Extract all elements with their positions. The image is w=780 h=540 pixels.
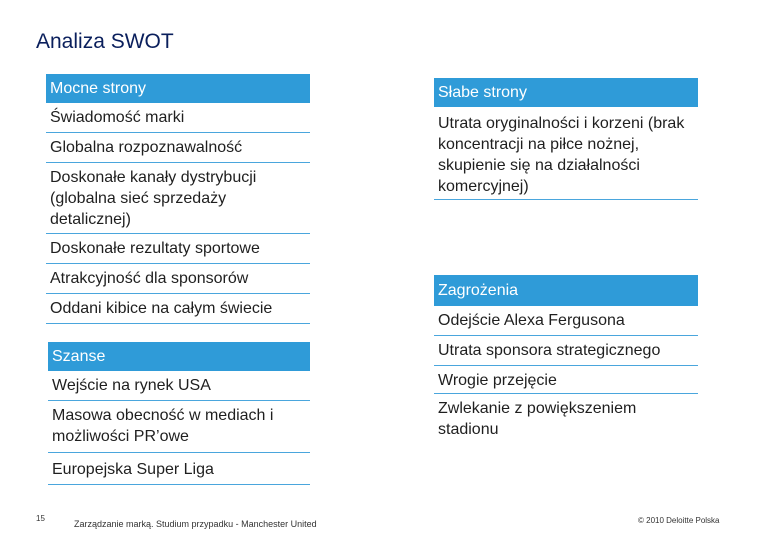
threats-panel xyxy=(434,275,698,442)
strength-item: Oddani kibice na całym świecie xyxy=(46,294,310,324)
threat-item: Zwlekanie z powiększeniem stadionu xyxy=(438,400,637,438)
strength-item: Doskonałe rezultaty sportowe xyxy=(46,234,310,264)
threat-item: Wrogie przejęcie xyxy=(434,366,698,394)
opportunity-item: Wejście na rynek USA xyxy=(48,371,310,401)
weaknesses-header: Słabe strony xyxy=(434,78,698,107)
opportunities-header: Szanse xyxy=(48,342,310,371)
strength-item: Atrakcyjność dla sponsorów xyxy=(46,264,310,294)
weakness-item: Utrata oryginalności i korzeni (brak koncentracji na piłce nożnej, skupienie się na działalności komercyjnej) xyxy=(434,107,698,200)
opportunity-item: Europejska Super Liga xyxy=(48,453,310,485)
strength-item: Świadomość marki xyxy=(46,103,310,133)
page-title: Analiza SWOT xyxy=(36,30,174,53)
threat-item: Odejście Alexa Fergusona xyxy=(434,306,698,336)
strength-item: Doskonałe kanały dystrybucji (globalna sieć sprzedaży detalicznej) xyxy=(46,163,310,234)
strengths-panel xyxy=(46,74,310,324)
page-number: 15 xyxy=(36,514,45,523)
weaknesses-panel xyxy=(434,78,698,200)
opportunities-panel xyxy=(48,342,310,485)
threat-item: Utrata sponsora strategicznego xyxy=(434,336,698,366)
footer-source: Zarządzanie marką. Studium przypadku - Manchester United xyxy=(74,519,317,529)
footer-copyright: © 2010 Deloitte Polska xyxy=(638,516,720,525)
strength-item: Globalna rozpoznawalność xyxy=(46,133,310,163)
opportunity-item: Masowa obecność w mediach i możliwości PR’owe xyxy=(48,401,310,453)
threats-header: Zagrożenia xyxy=(434,275,698,306)
strengths-header: Mocne strony xyxy=(46,74,310,103)
